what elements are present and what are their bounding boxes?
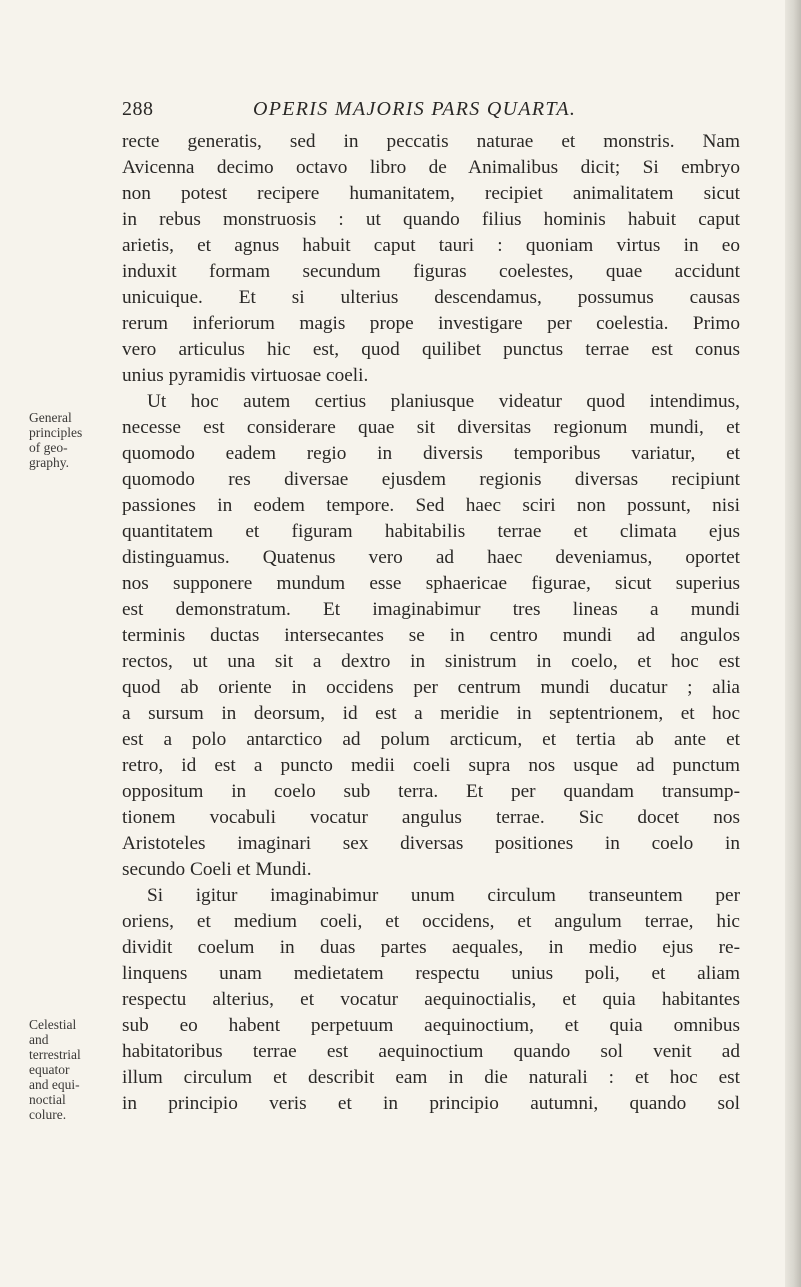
- text-line: quomodo res diversae ejusdem regionis diversas recipiunt: [122, 469, 740, 490]
- text-line: illum circulum et describit eam in die naturali : et hoc est: [122, 1067, 740, 1088]
- text-line: Ut hoc autem certius planiusque videatur quod intendimus,: [147, 391, 740, 412]
- text-line: respectu alterius, et vocatur aequinoctialis, et quia habitantes: [122, 989, 740, 1010]
- marginal-line: and: [29, 1032, 49, 1047]
- text-line: retro, id est a puncto medii coeli supra nos usque ad punctum: [122, 755, 740, 776]
- text-line: linquens unam medietatem respectu unius poli, et aliam: [122, 963, 740, 984]
- marginal-note-geography: [29, 410, 82, 470]
- marginal-line: terrestrial: [29, 1047, 81, 1062]
- text-line: a sursum in deorsum, id est a meridie in septentrionem, et hoc: [122, 703, 740, 724]
- text-line: passiones in eodem tempore. Sed haec sciri non possunt, nisi: [122, 495, 740, 516]
- marginal-line: of geo-: [29, 440, 68, 455]
- body-text: [122, 129, 740, 1117]
- running-header: [122, 94, 678, 124]
- text-line: dividit coelum in duas partes aequales, in medio ejus re-: [122, 937, 740, 958]
- text-line: nos supponere mundum esse sphaericae figurae, sicut superius: [122, 573, 740, 594]
- text-line: secundo Coeli et Mundi.: [122, 859, 312, 880]
- running-title: OPERIS MAJORIS PARS QUARTA.: [253, 98, 577, 120]
- marginal-line: principles: [29, 425, 83, 440]
- text-line: quomodo eadem regio in diversis temporibus variatur, et: [122, 443, 740, 464]
- text-line: rerum inferiorum magis prope investigare per coelestia. Primo: [122, 313, 740, 334]
- text-line: vero articulus hic est, quod quilibet punctus terrae est conus: [122, 339, 740, 360]
- marginal-line: equator: [29, 1062, 70, 1077]
- text-line: quod ab oriente in occidens per centrum mundi ducatur ; alia: [122, 677, 740, 698]
- page-number: 288: [122, 98, 154, 120]
- text-line: est a polo antarctico ad polum arcticum, et tertia ab ante et: [122, 729, 740, 750]
- marginal-note-equator: [29, 1017, 81, 1122]
- text-line: distinguamus. Quatenus vero ad haec deveniamus, oportet: [122, 547, 740, 568]
- text-line: terminis ductas intersecantes se in centro mundi ad angulos: [122, 625, 740, 646]
- marginal-line: General: [29, 410, 72, 425]
- text-line: induxit formam secundum figuras coelestes, quae accidunt: [122, 261, 740, 282]
- text-line: tionem vocabuli vocatur angulus terrae. Sic docet nos: [122, 807, 740, 828]
- text-line: rectos, ut una sit a dextro in sinistrum in coelo, et hoc est: [122, 651, 740, 672]
- text-line: oriens, et medium coeli, et occidens, et angulum terrae, hic: [122, 911, 740, 932]
- text-line: est demonstratum. Et imaginabimur tres lineas a mundi: [122, 599, 740, 620]
- text-line: quantitatem et figuram habitabilis terrae et climata ejus: [122, 521, 740, 542]
- page-edge-shadow: [785, 0, 801, 1287]
- marginal-line: Celestial: [29, 1017, 77, 1032]
- text-line: in principio veris et in principio autumni, quando sol: [122, 1093, 740, 1114]
- text-line: oppositum in coelo sub terra. Et per quandam transump-: [122, 781, 740, 802]
- marginal-line: noctial: [29, 1092, 66, 1107]
- text-line: sub eo habent perpetuum aequinoctium, et quia omnibus: [122, 1015, 740, 1036]
- marginal-line: and equi-: [29, 1077, 80, 1092]
- text-line: in rebus monstruosis : ut quando filius hominis habuit caput: [122, 209, 740, 230]
- marginal-line: colure.: [29, 1107, 67, 1122]
- marginal-line: graphy.: [29, 455, 69, 470]
- text-line: unicuique. Et si ulterius descendamus, possumus causas: [122, 287, 740, 308]
- text-line: habitatoribus terrae est aequinoctium quando sol venit ad: [122, 1041, 740, 1062]
- text-line: Avicenna decimo octavo libro de Animalibus dicit; Si embryo: [122, 157, 740, 178]
- text-line: Si igitur imaginabimur unum circulum transeuntem per: [147, 885, 740, 906]
- text-line: necesse est considerare quae sit diversitas regionum mundi, et: [122, 417, 740, 438]
- text-line: arietis, et agnus habuit caput tauri : quoniam virtus in eo: [122, 235, 740, 256]
- text-line: recte generatis, sed in peccatis naturae et monstris. Nam: [122, 131, 740, 152]
- text-line: Aristoteles imaginari sex diversas positiones in coelo in: [122, 833, 740, 854]
- text-line: unius pyramidis virtuosae coeli.: [122, 365, 369, 386]
- text-line: non potest recipere humanitatem, recipiet animalitatem sicut: [122, 183, 740, 204]
